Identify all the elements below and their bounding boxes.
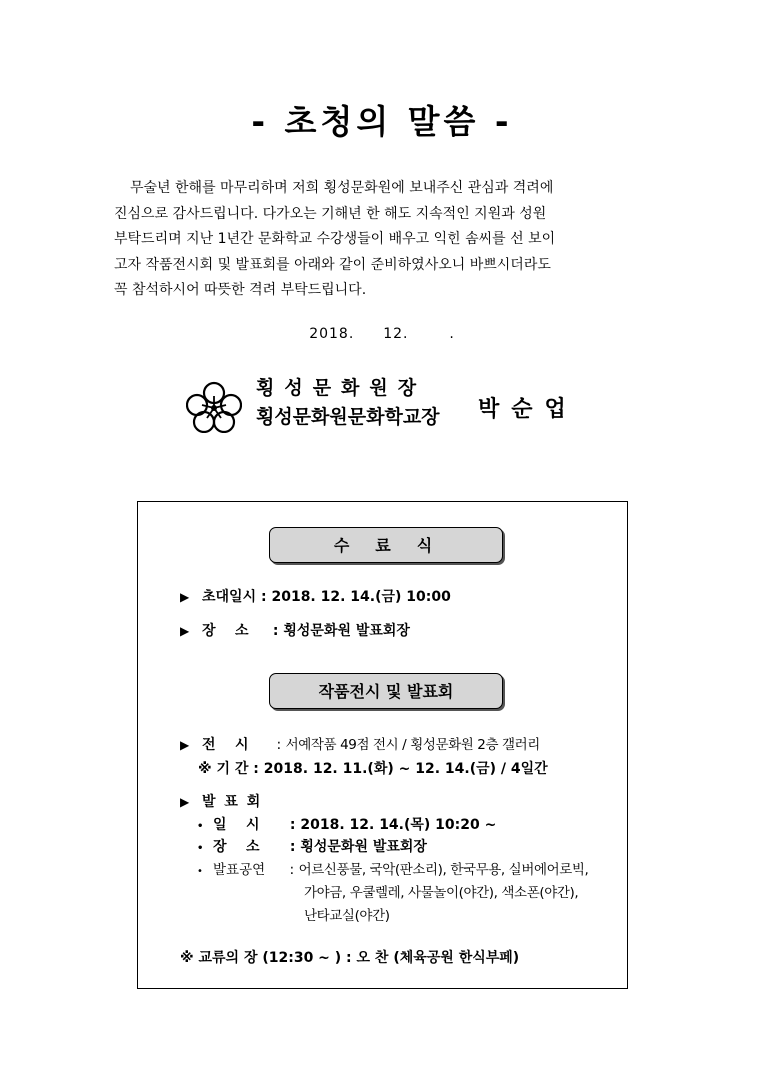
ceremony-location-row: ▶ 장 소 : 횡성문화원 발표회장 [180, 620, 410, 640]
row-label: 장 소 [213, 839, 260, 855]
page-title: - 초청의 말씀 - [251, 102, 513, 141]
exchange-text: 교류의 장 (12:30 ~ ) : 오 찬 (체육공원 한식부페) [198, 950, 520, 966]
signature-name: 박순업 [478, 397, 578, 422]
intro-line: 꼭 참석하시어 따뜻한 격려 부탁드립니다. [114, 282, 367, 298]
intro-paragraph [114, 176, 644, 304]
row-label: 일 시 [213, 817, 260, 833]
row-value: 횡성문화원 발표회장 [283, 623, 410, 639]
row-label: 발 표 회 [202, 794, 263, 810]
letter-date [0, 326, 764, 342]
ceremony-datetime-row: ▶ 초대일시 : 2018. 12. 14.(금) 10:00 [180, 586, 451, 606]
triangle-right-icon: ▶ [180, 738, 190, 752]
row-value: 횡성문화원 발표회장 [300, 839, 427, 855]
performance-heading [180, 791, 262, 811]
intro-line: 고자 작품전시회 및 발표회를 아래와 같이 준비하였사오니 바쁘시더라도 [114, 256, 551, 273]
date-year: 2018. [309, 326, 355, 342]
intro-line: 부탁드리며 지난 1년간 문화학교 수강생들이 배우고 익힌 솜씨를 선 보이 [114, 231, 556, 247]
row-value: 2018. 12. 14.(금) 10:00 [271, 589, 451, 605]
row-label: 기 간 [216, 761, 249, 777]
signature-titles [256, 374, 440, 432]
row-value: 서예작품 49점 전시 / 횡성문화원 2층 갤러리 [285, 737, 540, 753]
intro-line: 무술년 한해를 마무리하며 저희 횡성문화원에 보내주신 관심과 격려에 [130, 180, 554, 196]
cultural-center-logo-icon [186, 381, 242, 433]
row-value: 2018. 12. 14.(목) 10:20 ~ [300, 817, 497, 833]
date-month: 12. [383, 326, 409, 342]
intro-line: 진심으로 감사드립니다. 다가오는 기해년 한 해도 지속적인 지원과 성원 [114, 205, 547, 222]
performance-program-row: • 발표공연 : 어르신풍물, 국악(판소리), 한국무용, 실버에어로빅, [197, 858, 588, 878]
ceremony-header: 수료식 [269, 527, 503, 563]
triangle-right-icon: ▶ [180, 624, 190, 638]
row-label: 장 소 [202, 623, 249, 639]
bullet-icon: • [197, 866, 203, 877]
reference-mark-icon: ※ [198, 761, 212, 777]
reference-mark-icon: ※ [180, 950, 194, 966]
row-value: 2018. 12. 11.(화) ~ 12. 14.(금) / 4일간 [263, 761, 548, 777]
date-day: . [449, 326, 455, 342]
row-label: 전 시 [202, 737, 249, 753]
exhibit-display-row: ▶ 전 시 : 서예작품 49점 전시 / 횡성문화원 2층 갤러리 [180, 733, 540, 754]
signature-org-secondary: 횡성문화원문화학교장 [256, 406, 440, 428]
triangle-right-icon: ▶ [180, 590, 190, 604]
performance-program-cont: 난타교실(야간) [304, 908, 390, 924]
exchange-row [180, 947, 519, 967]
bullet-icon: • [197, 843, 204, 854]
signature-org-primary: 횡성문화원장 [256, 377, 427, 399]
performance-location-row: • 장 소 : 횡성문화원 발표회장 [197, 836, 427, 856]
triangle-right-icon: ▶ [180, 795, 190, 809]
performance-program-cont: 가야금, 우쿨렐레, 사물놀이(야간), 색소폰(야간), [304, 885, 579, 901]
performance-time-row: • 일 시 : 2018. 12. 14.(목) 10:20 ~ [197, 814, 496, 834]
row-value: 어르신풍물, 국악(판소리), 한국무용, 실버에어로빅, [298, 862, 589, 878]
exhibit-period-row: ※ 기 간 : 2018. 12. 11.(화) ~ 12. 14.(금) / 4일간 [198, 761, 548, 777]
exhibit-header: 작품전시 및 발표회 [269, 673, 503, 709]
row-label: 발표공연 [213, 862, 266, 878]
bullet-icon: • [197, 821, 204, 832]
row-label: 초대일시 [202, 589, 257, 605]
